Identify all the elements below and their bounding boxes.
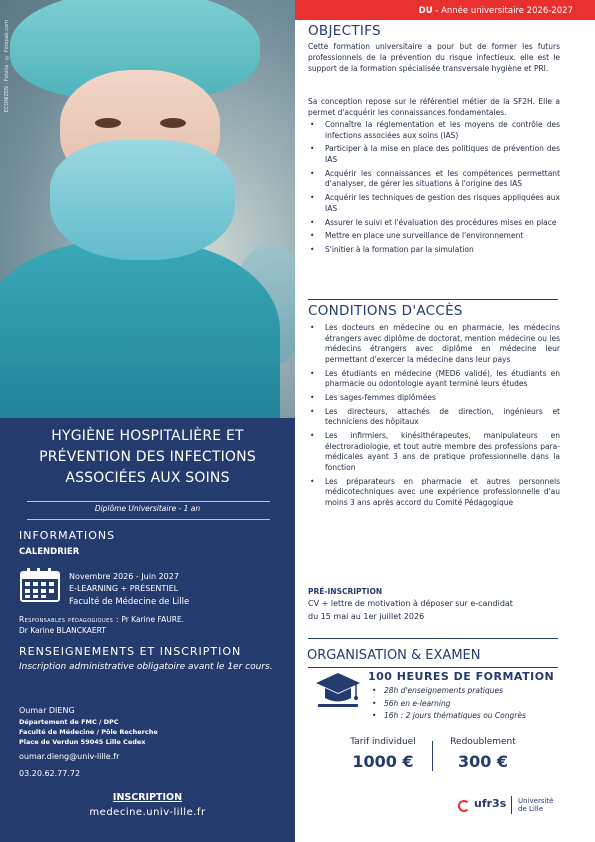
- divider: [27, 501, 270, 502]
- list-item: • Participer à la mise en place des politiques de prévention des IAS: [308, 144, 560, 165]
- list-item: • 56h en e-learning: [372, 698, 526, 711]
- total-hours: 100 HEURES DE FORMATION: [368, 670, 555, 683]
- responsable-2: Dr Karine BLANCKAERT: [19, 626, 106, 635]
- price-divider: [432, 741, 433, 771]
- objectifs-basis: Sa conception repose sur le référentiel métier de la SF2H. Elle a permet d'acquérir les connaissances fondamentales.: [308, 97, 560, 117]
- contact-faculty: Faculté de Médecine / Pôle Recherche: [19, 728, 158, 736]
- calendar-location: Faculté de Médecine de Lille: [69, 597, 190, 607]
- contact-address: Place de Verdun 59045 Lille Cedex: [19, 738, 146, 746]
- diploma-type: Diplôme Universitaire - 1 an: [94, 504, 201, 513]
- list-item: • Les directeurs, attachés de direction, ingénieurs et techniciens des hôpitaux: [308, 407, 560, 428]
- redoublement-value: 300 €: [457, 752, 509, 771]
- objectifs-heading: OBJECTIFS: [308, 23, 381, 39]
- eye-right: [160, 118, 186, 128]
- university-logo-line: Université: [518, 797, 554, 805]
- tarif-label: Tarif individuel: [350, 737, 416, 747]
- responsable-1: Pr Karine FAURE.: [121, 615, 185, 624]
- ufr-logo-icon: [458, 800, 470, 812]
- list-item: • Acquérir les techniques de gestion des risques appliquées aux IAS: [308, 193, 560, 214]
- list-item: • Les sages-femmes diplômées: [308, 393, 560, 404]
- list-item: • Les docteurs en médecine ou en pharmacie, les médecins étrangers avec diplôme de doctorat, mention médecine ou les médecins étrangers avec diplôme en médecine leur permettant d'exercer la médecine dans leur pays: [308, 323, 560, 365]
- organisation-heading: ORGANISATION & EXAMEN: [307, 648, 481, 663]
- tarif-value: 1000 €: [352, 752, 414, 771]
- registration-text: Inscription administrative obligatoire avant le 1er cours.: [19, 662, 273, 672]
- divider: [27, 519, 270, 520]
- list-item: • Assurer le suivi et l'évaluation des procédures mises en place: [308, 218, 560, 229]
- university-logo-line: de Lille: [518, 805, 544, 813]
- calendar-heading: CALENDRIER: [19, 547, 80, 557]
- contact-name: Oumar DIENG: [19, 706, 75, 715]
- redoublement-label: Redoublement: [450, 737, 516, 747]
- objectifs-intro: Cette formation universitaire a pour but de former les futurs professionnels de la prévention du risque infectieux. elle est le support de la formation spécialisée transversale hygiène et PRI.: [308, 42, 560, 73]
- responsables-label: Responsables pédagogiques :: [19, 615, 119, 624]
- divider: [308, 299, 558, 300]
- conditions-list: [308, 323, 560, 512]
- list-item: • Connaître la réglementation et les moyens de contrôle des infections associées aux soins (IAS): [308, 120, 560, 141]
- header-bar: [295, 0, 595, 20]
- title-line: ASSOCIÉES AUX SOINS: [65, 470, 230, 486]
- informations-heading: INFORMATIONS: [19, 529, 116, 542]
- inscription-label: INSCRIPTION: [112, 792, 183, 803]
- title-line: HYGIÈNE HOSPITALIÈRE ET: [51, 428, 244, 444]
- preinscription-heading: PRÉ-INSCRIPTION: [308, 587, 383, 596]
- list-item: • Les préparateurs en pharmacie et autres personnels médicotechniques avec une expérience professionnelle d'au moins 3 ans après accord du Comité Pédagogique: [308, 477, 560, 509]
- registration-heading: RENSEIGNEMENTS ET INSCRIPTION: [19, 645, 242, 658]
- eye-left: [95, 118, 121, 128]
- contact-department: Département de FMC / DPC: [19, 718, 119, 726]
- logo-divider: [511, 796, 512, 814]
- conditions-heading: CONDITIONS D'ACCÈS: [308, 303, 463, 319]
- hours-list: [372, 685, 526, 723]
- list-item: • Acquérir les connaissances et les compétences permettant d'analyser, de gérer les situations à l'origine des IAS: [308, 169, 560, 190]
- list-item: • 16h : 2 jours thématiques ou Congrès: [372, 710, 526, 723]
- list-item: • S'initier à la formation par la simulation: [308, 245, 560, 256]
- list-item: • 28h d'enseignements pratiques: [372, 685, 526, 698]
- surgical-mask: [50, 140, 235, 260]
- university-logo: [518, 797, 553, 813]
- diploma-abbr: DU: [418, 6, 433, 16]
- inscription-link[interactable]: medecine.univ-lille.fr: [89, 807, 206, 818]
- responsables-line: [19, 615, 184, 624]
- calendar-mode: E-LEARNING + PRÉSENTIEL: [69, 584, 179, 593]
- list-item: • Mettre en place une surveillance de l'environnement: [308, 231, 560, 242]
- program-title: [10, 426, 285, 489]
- list-item: • Les étudiants en médecine (MED6 validé), les étudiants en pharmacie ou odontologie ayant terminé leurs études: [308, 369, 560, 390]
- divider: [308, 667, 558, 668]
- academic-year: - Année universitaire 2026-2027: [432, 6, 573, 16]
- calendar-icon: [20, 568, 60, 602]
- objectifs-list: [308, 120, 560, 259]
- surgical-gown: [0, 240, 280, 418]
- calendar-dates: Novembre 2026 - Juin 2027: [69, 572, 179, 581]
- contact-email[interactable]: oumar.dieng@univ-lille.fr: [19, 752, 120, 761]
- list-item: • Les infirmiers, kinésithérapeutes, manipulateurs en électroradiologie, et tout autre membre des professions para-médicales ayant 3 ans de pratique professionnelle dans la fonction: [308, 431, 560, 473]
- ufr-logo: ufr3s: [474, 797, 507, 810]
- divider: [308, 638, 558, 639]
- preinscription-docs: CV + lettre de motivation à déposer sur e-candidat: [308, 599, 513, 608]
- graduation-cap-icon: [315, 671, 361, 709]
- title-line: PRÉVENTION DES INFECTIONS: [39, 449, 256, 465]
- contact-phone: 03.20.62.77.72: [19, 769, 81, 778]
- photo-credit: ECONIZEN · Fotolia - © Fotopak.com: [4, 20, 10, 113]
- hero-photo: [0, 0, 295, 418]
- preinscription-dates: du 15 mai au 1er juillet 2026: [308, 612, 425, 621]
- info-panel: [0, 418, 295, 842]
